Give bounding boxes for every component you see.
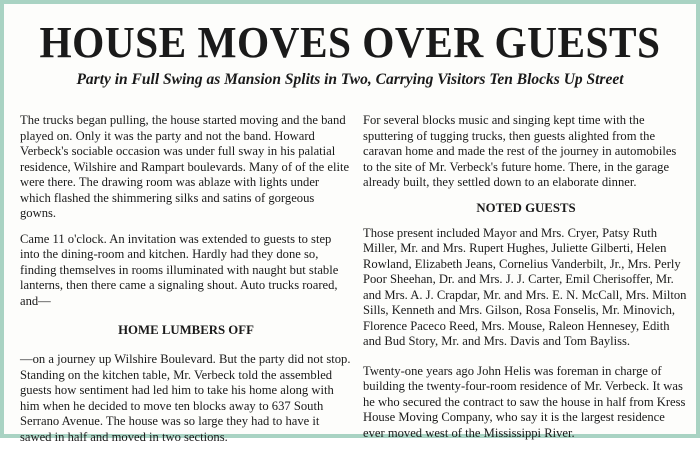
subheadline: Party in Full Swing as Mansion Splits in Two, Carrying Visitors Ten Blocks Up Street — [76, 71, 624, 88]
paragraph: —on a journey up Wilshire Boulevard. But the party did not stop. Standing on the kitchen table, Mr. Verbeck told the assembled guests how sentiment had led him to take his home along with him when he decided to move ten blocks away to 637 South Serrano Avenue. The house was so large they had to have it sawed in half and moved in two sections. — [20, 352, 351, 444]
section-heading-noted-guests: NOTED GUESTS — [476, 200, 576, 215]
paragraph: For several blocks music and singing kept time with the sputtering of tugging trucks, then guests alighted from the caravan home and made the rest of the journey in automobiles to the site of Mr. Verbeck's future home. There, in the garage already built, they settled down to an elaborate dinner. — [363, 113, 677, 189]
paragraph: Came 11 o'clock. An invitation was extended to guests to step into the dining-room and kitchen. Hardly had they done so, finding themselves in rooms illuminated with naught but stable lanterns, then there came a signaling shout. Auto trucks roared, and— — [20, 231, 339, 308]
paragraph: Twenty-one years ago John Helis was foreman in charge of building the twenty-four-room residence of Mr. Verbeck. It was he who secured the contract to saw the house in half from Kress House Moving Company, who say it is the largest residence ever moved west of the Mississippi River. — [363, 363, 686, 440]
left-column — [20, 113, 352, 455]
right-column — [363, 113, 689, 451]
section-heading-home-lumbers-off: HOME LUMBERS OFF — [118, 323, 254, 337]
headline: HOUSE MOVES OVER GUESTS — [39, 18, 661, 67]
paragraph: The trucks began pulling, the house started moving and the band played on. Only it was the party and not the band. Howard Verbeck's sociable occasion was under full sway in his palatial residence, Wilshire and Rampart boulevards. Many of of the elite were there. The drawing room was ablaze with lights under which flashed the shimmering silks and satins of gorgeous gowns. — [20, 113, 350, 220]
paragraph: Those present included Mayor and Mrs. Cryer, Patsy Ruth Miller, Mr. and Mrs. Rupert Hughes, Juliette Gilberti, Helen Rowland, Elizabeth Jeans, Cornelius Vanderbilt, Jr., Mrs. Perly Poor Sheehan, Dr. and Mrs. J. J. Carter, Emil Cherisoffer, Mr. and Mrs. A. J. Crapdar, Mr. and Mrs. E. N. McCall, Mrs. Milton Sills, Kenneth and Mrs. Gilson, Rosa Fonselis, Mr. Minovich, Florence Paceco Reed, Mrs. Mouse, Raleon Hennesey, Edith and Bud Story, Mr. and Mrs. Davis and Tom Bayliss. — [363, 225, 687, 348]
